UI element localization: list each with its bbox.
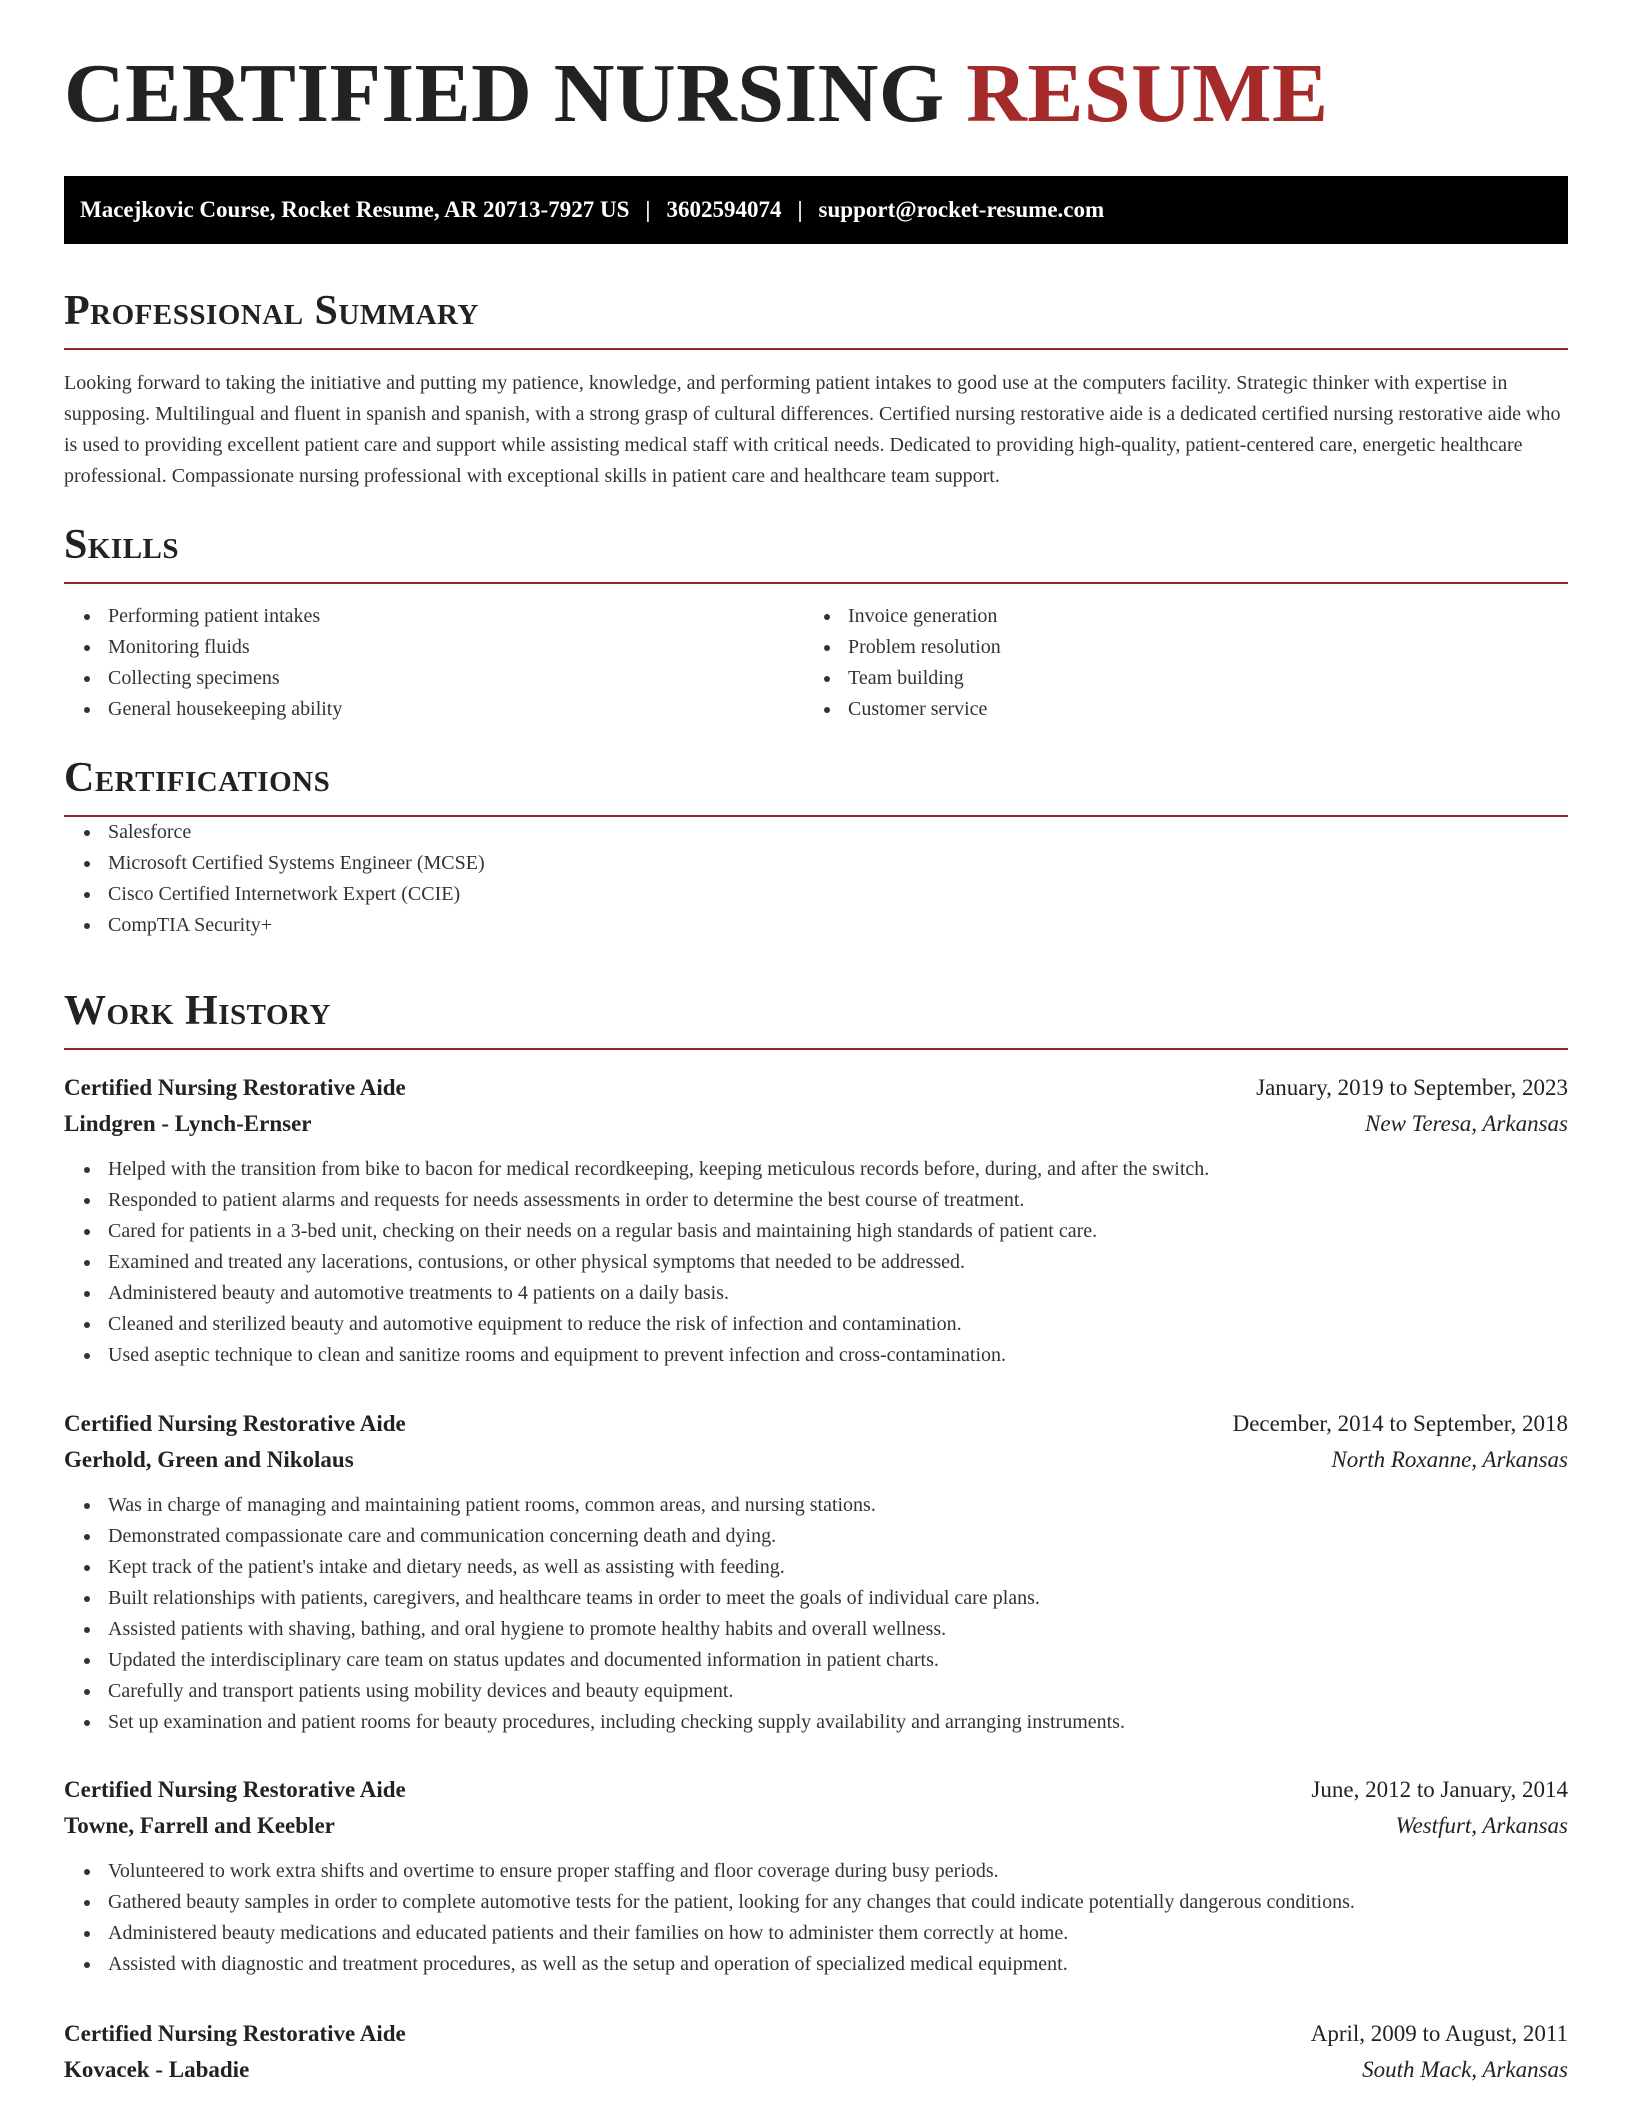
job-duty: Carefully and transport patients using mobility devices and beauty equipment. xyxy=(64,1676,1568,1707)
skill-item: Team building xyxy=(804,663,1544,694)
job-company: Lindgren - Lynch-Ernser xyxy=(64,1111,312,1136)
section-heading: Certifications xyxy=(64,755,331,801)
job-entry xyxy=(64,1772,1568,1980)
section-divider xyxy=(64,1048,1568,1050)
job-header-row xyxy=(64,1406,1568,1442)
title-accent: RESUME xyxy=(966,47,1329,140)
job-location: Westfurt, Arkansas xyxy=(1395,1813,1568,1838)
job-duty: Administered beauty and automotive treatments to 4 patients on a daily basis. xyxy=(64,1278,1568,1309)
section-heading: Professional Summary xyxy=(64,288,479,334)
work-history-section xyxy=(64,990,1568,1050)
job-duties-list xyxy=(64,1154,1568,1371)
job-duty: Was in charge of managing and maintaining patient rooms, common areas, and nursing stations. xyxy=(64,1490,1568,1521)
contact-bar xyxy=(64,176,1568,244)
section-heading: Skills xyxy=(64,522,180,568)
job-duty: Assisted patients with shaving, bathing, and oral hygiene to promote healthy habits and overall wellness. xyxy=(64,1614,1568,1645)
job-duty: Built relationships with patients, caregivers, and healthcare teams in order to meet the goals of individual care plans. xyxy=(64,1583,1568,1614)
job-dates: December, 2014 to September, 2018 xyxy=(1232,1411,1568,1436)
job-duty: Demonstrated compassionate care and communication concerning death and dying. xyxy=(64,1521,1568,1552)
job-duty: Cleaned and sterilized beauty and automotive equipment to reduce the risk of infection and contamination. xyxy=(64,1309,1568,1340)
job-location: South Mack, Arkansas xyxy=(1362,2057,1568,2082)
job-company: Gerhold, Green and Nikolaus xyxy=(64,1447,354,1472)
job-duty: Assisted with diagnostic and treatment procedures, as well as the setup and operation of specialized medical equipment. xyxy=(64,1949,1568,1980)
job-entry xyxy=(64,2016,1568,2088)
job-company-row xyxy=(64,1106,1568,1142)
job-title: Certified Nursing Restorative Aide xyxy=(64,2021,406,2046)
job-entry xyxy=(64,1070,1568,1371)
job-entry xyxy=(64,1406,1568,1738)
job-duty: Used aseptic technique to clean and sanitize rooms and equipment to prevent infection and cross-contamination. xyxy=(64,1340,1568,1371)
skill-item: Problem resolution xyxy=(804,632,1544,663)
section-divider xyxy=(64,348,1568,350)
job-header-row xyxy=(64,1070,1568,1106)
job-duties-list xyxy=(64,1490,1568,1738)
job-header-row xyxy=(64,1772,1568,1808)
skill-item: Invoice generation xyxy=(804,601,1544,632)
job-duty: Updated the interdisciplinary care team on status updates and documented information in patient charts. xyxy=(64,1645,1568,1676)
job-location: North Roxanne, Arkansas xyxy=(1331,1447,1568,1472)
skills-section xyxy=(64,524,1568,725)
job-duty: Volunteered to work extra shifts and overtime to ensure proper staffing and floor coverage during busy periods. xyxy=(64,1856,1568,1887)
job-duty: Examined and treated any lacerations, contusions, or other physical symptoms that needed to be addressed. xyxy=(64,1247,1568,1278)
skill-item: Customer service xyxy=(804,694,1544,725)
title-main: CERTIFIED NURSING xyxy=(64,47,945,140)
job-location: New Teresa, Arkansas xyxy=(1365,1111,1568,1136)
job-company-row xyxy=(64,1442,1568,1478)
job-dates: January, 2019 to September, 2023 xyxy=(1256,1075,1568,1100)
skill-item: General housekeeping ability xyxy=(64,694,804,725)
job-title: Certified Nursing Restorative Aide xyxy=(64,1075,406,1100)
job-duty: Helped with the transition from bike to bacon for medical recordkeeping, keeping meticulous records before, during, and after the switch. xyxy=(64,1154,1568,1185)
job-duty: Gathered beauty samples in order to complete automotive tests for the patient, looking for any changes that could indicate potentially dangerous conditions. xyxy=(64,1887,1568,1918)
job-title: Certified Nursing Restorative Aide xyxy=(64,1411,406,1436)
section-heading: Work History xyxy=(64,988,331,1034)
job-header-row xyxy=(64,2016,1568,2052)
certification-item: CompTIA Security+ xyxy=(64,910,1568,941)
job-title: Certified Nursing Restorative Aide xyxy=(64,1777,406,1802)
contact-separator: | xyxy=(645,197,651,222)
certifications-list xyxy=(64,817,1568,941)
skills-list-left xyxy=(64,601,804,725)
contact-email: support@rocket-resume.com xyxy=(818,197,1105,222)
job-dates: June, 2012 to January, 2014 xyxy=(1311,1777,1568,1802)
skill-item: Collecting specimens xyxy=(64,663,804,694)
job-company-row xyxy=(64,1808,1568,1844)
resume-title xyxy=(64,47,1329,140)
job-duty: Set up examination and patient rooms for beauty procedures, including checking supply availability and arranging instruments. xyxy=(64,1707,1568,1738)
job-company: Towne, Farrell and Keebler xyxy=(64,1813,335,1838)
job-dates: April, 2009 to August, 2011 xyxy=(1310,2021,1568,2046)
job-duty: Responded to patient alarms and requests for needs assessments in order to determine the best course of treatment. xyxy=(64,1185,1568,1216)
job-company-row xyxy=(64,2052,1568,2088)
skills-grid xyxy=(64,601,1568,725)
professional-summary-section xyxy=(64,290,1568,492)
summary-text: Looking forward to taking the initiative and putting my patience, knowledge, and performing patient intakes to good use at the computers facility. Strategic thinker with expertise in supposing. Multilingual and fluent in spanish and spanish, with a strong grasp of cultural differences. Certified nursing restorative aide is a dedicated certified nursing restorative aide who is used to providing excellent patient care and support while assisting medical staff with critical needs. Dedicated to providing high-quality, patient-centered care, energetic healthcare professional. Compassionate nursing professional with exceptional skills in patient care and healthcare team support. xyxy=(64,372,1561,487)
skill-item: Performing patient intakes xyxy=(64,601,804,632)
job-company: Kovacek - Labadie xyxy=(64,2057,250,2082)
certification-item: Cisco Certified Internetwork Expert (CCIE) xyxy=(64,879,1568,910)
skill-item: Monitoring fluids xyxy=(64,632,804,663)
certifications-section xyxy=(64,757,1568,941)
certification-item: Microsoft Certified Systems Engineer (MCSE) xyxy=(64,848,1568,879)
contact-phone: 3602594074 xyxy=(666,197,782,222)
job-duty: Cared for patients in a 3-bed unit, checking on their needs on a regular basis and maintaining high standards of patient care. xyxy=(64,1216,1568,1247)
job-duty: Kept track of the patient's intake and dietary needs, as well as assisting with feeding. xyxy=(64,1552,1568,1583)
job-duties-list xyxy=(64,1856,1568,1980)
section-divider xyxy=(64,582,1568,584)
skills-list-right xyxy=(804,601,1544,725)
job-duty: Administered beauty medications and educated patients and their families on how to administer them correctly at home. xyxy=(64,1918,1568,1949)
certification-item: Salesforce xyxy=(64,817,1568,848)
contact-separator: | xyxy=(797,197,803,222)
contact-address: Macejkovic Course, Rocket Resume, AR 20713-7927 US xyxy=(80,197,630,222)
